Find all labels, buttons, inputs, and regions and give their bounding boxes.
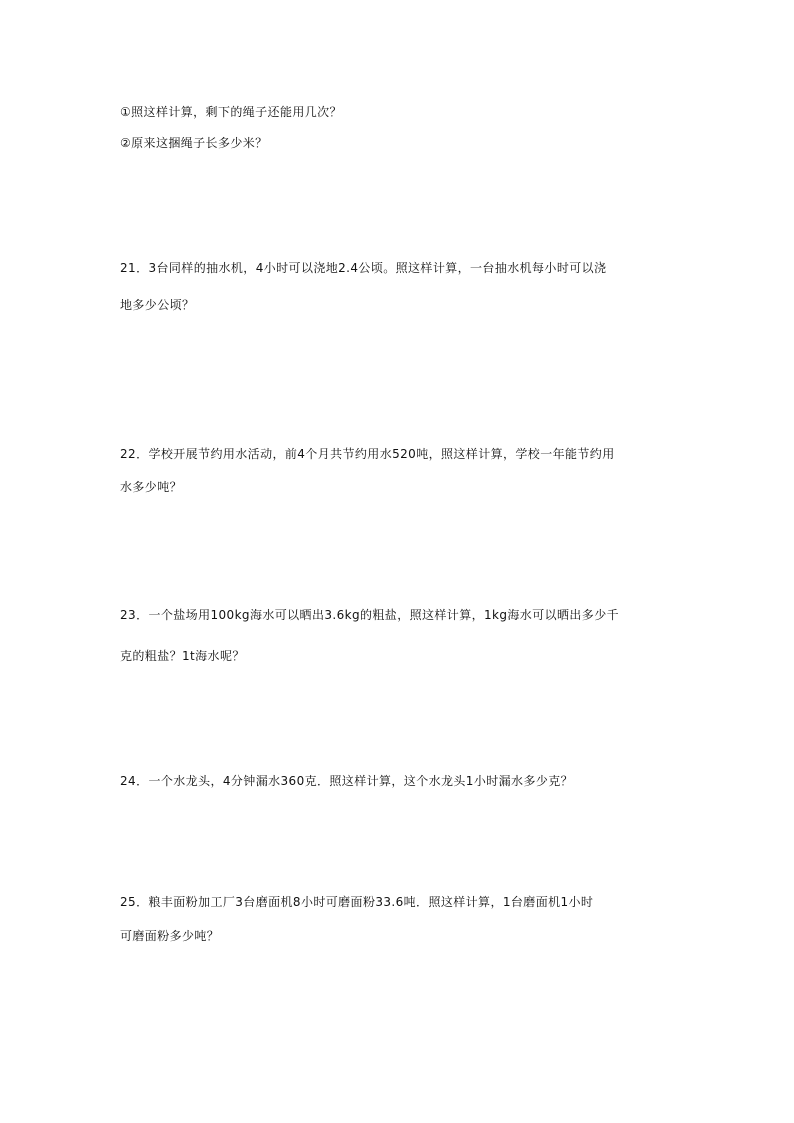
question-23-line-2: 克的粗盐？1t海水呢？ [120, 649, 245, 663]
question-21-line-1: 21．3台同样的抽水机，4小时可以浇地2.4公顷。照这样计算，一台抽水机每小时可以浇 [120, 261, 607, 275]
question-25-line-2: 可磨面粉多少吨？ [120, 929, 220, 943]
subquestion-2-text: ②原来这捆绳子长多少米？ [120, 136, 268, 150]
question-21-line-2: 地多少公顷？ [120, 298, 195, 312]
question-24-line-1: 24．一个水龙头，4分钟漏水360克．照这样计算，这个水龙头1小时漏水多少克？ [120, 774, 574, 788]
question-25-line-1: 25．粮丰面粉加工厂3台磨面机8小时可磨面粉33.6吨．照这样计算，1台磨面机1小时 [120, 895, 594, 909]
subquestion-1-text: ①照这样计算，剩下的绳子还能用几次？ [120, 105, 342, 119]
question-22-line-2: 水多少吨？ [120, 480, 183, 494]
question-23-line-1: 23．一个盐场用100kg海水可以晒出3.6kg的粗盐，照这样计算，1kg海水可以晒出多少千 [120, 608, 619, 622]
question-22-line-1: 22．学校开展节约用水活动，前4个月共节约用水520吨，照这样计算，学校一年能节约用 [120, 447, 615, 461]
